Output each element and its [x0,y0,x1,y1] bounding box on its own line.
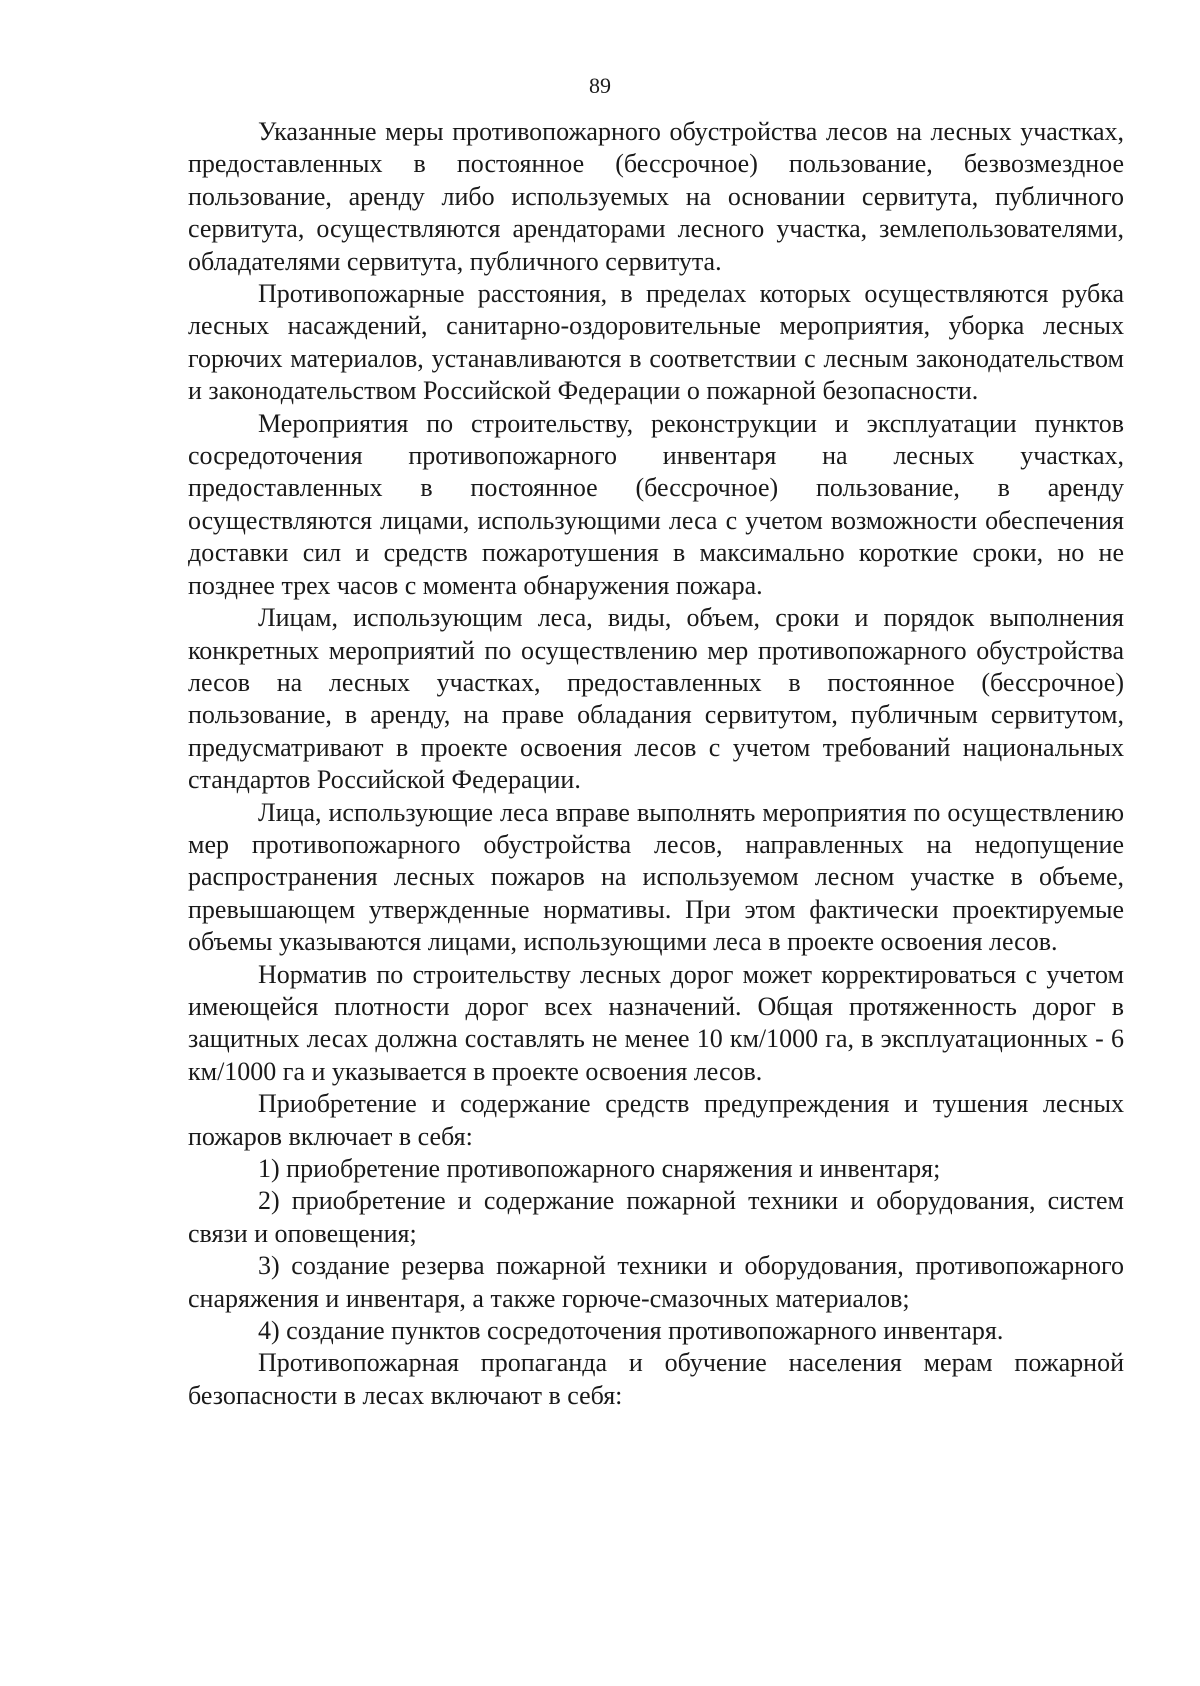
paragraph-equipment-intro: Приобретение и содержание средств предупреждения и тушения лесных пожаров включает в себя: [188,1089,1124,1151]
paragraph-fire-distances: Противопожарные расстояния, в пределах которых осуществляются рубка лесных насаждений, санитарно-оздоровительные мероприятия, уборка лесных горючих материалов, устанавливаются в соответствии с лесным законодательством и законодательством Российской Федерации о пожарной безопасности. [188,279,1124,406]
page-body [188,116,1124,1412]
page-number: 89 [589,73,611,98]
paragraph-inventory-points: Мероприятия по строительству, реконструкции и эксплуатации пунктов сосредоточения противопожарного инвентаря на лесных участках, предоставленных в постоянное (бессрочное) пользование, в аренду осуществляются лицами, использующими леса с учетом возможности обеспечения доставки сил и средств пожаротушения в максимально короткие сроки, но не позднее трех часов с момента обнаружения пожара. [188,408,1124,600]
paragraph-road-norms: Норматив по строительству лесных дорог может корректироваться с учетом имеющейся плотности дорог всех назначений. Общая протяженность дорог в защитных лесах должна составлять не менее 10 км/1000 га, в эксплуатационных - 6 км/1000 га и указывается в проекте освоения лесов. [188,959,1124,1086]
paragraph-forest-users-scope: Лицам, использующим леса, виды, объем, сроки и порядок выполнения конкретных мероприятий по осуществлению мер противопожарного обустройства лесов на лесных участках, предоставленных в постоянное (бессрочное) пользование, в аренду, на праве обладания сервитутом, публичным сервитутом, предусматривают в проекте освоения лесов с учетом требований национальных стандартов Российской Федерации. [188,603,1124,795]
paragraph-servitude-measures: Указанные меры противопожарного обустройства лесов на лесных участках, предоставленных в постоянное (бессрочное) пользование, безвозмездное пользование, аренду либо используемых на основании сервитута, публичного сервитута, осуществляются арендаторами лесного участка, землепользователями, обладателями сервитута, публичного сервитута. [188,117,1124,276]
list-item-1: 1) приобретение противопожарного снаряжения и инвентаря; [258,1154,941,1183]
list-item-3: 3) создание резерва пожарной техники и оборудования, противопожарного снаряжения и инвентаря, а также горюче-смазочных материалов; [188,1251,1124,1313]
list-item-4: 4) создание пунктов сосредоточения противопожарного инвентаря. [258,1316,1004,1346]
paragraph-propaganda-intro: Противопожарная пропаганда и обучение населения мерам пожарной безопасности в лесах включают в себя: [188,1348,1124,1410]
list-item-2: 2) приобретение и содержание пожарной техники и оборудования, систем связи и оповещения; [188,1186,1124,1248]
paragraph-exceeding-norms: Лица, использующие леса вправе выполнять мероприятия по осуществлению мер противопожарного обустройства лесов, направленных на недопущение распространения лесных пожаров на используемом лесном участке в объеме, превышающем утвержденные нормативы. При этом фактически проектируемые объемы указываются лицами, использующими леса в проекте освоения лесов. [188,797,1124,957]
